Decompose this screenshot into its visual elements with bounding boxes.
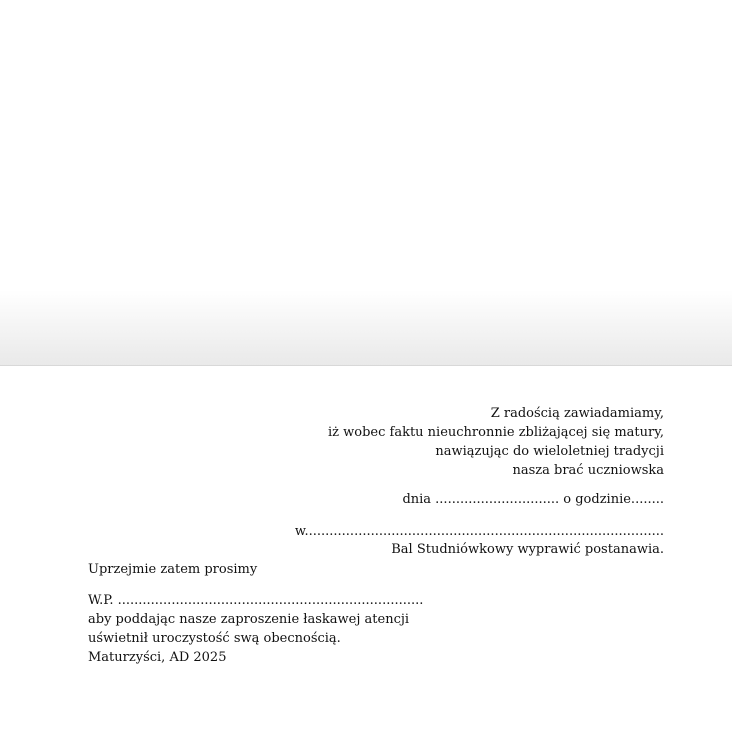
- card-fold-line: [0, 365, 732, 366]
- signature-line: Maturzyści, AD 2025: [88, 650, 227, 665]
- intro-line-3: nawiązując do wieloletniej tradycji: [435, 444, 664, 459]
- request-line: Uprzejmie zatem prosimy: [88, 562, 258, 577]
- card-fold-shadow: [0, 290, 732, 366]
- venue-line: w.......................................................................................: [294, 524, 664, 539]
- intro-line-2: iż wobec faktu nieuchronnie zbliżającej się matury,: [327, 425, 664, 440]
- attention-line: aby poddając nasze zaproszenie łaskawej atencji: [88, 612, 410, 627]
- intro-line-1: Z radością zawiadamiamy,: [490, 406, 664, 421]
- honor-line: uświetnił uroczystość swą obecnością.: [88, 631, 341, 646]
- recipient-line: W.P. ..........................................................................: [88, 593, 424, 608]
- closing-line: Bal Studniówkowy wyprawić postanawia.: [391, 542, 664, 557]
- date-time-line: dnia .............................. o godzinie........: [402, 492, 664, 507]
- intro-line-4: nasza brać uczniowska: [512, 463, 664, 478]
